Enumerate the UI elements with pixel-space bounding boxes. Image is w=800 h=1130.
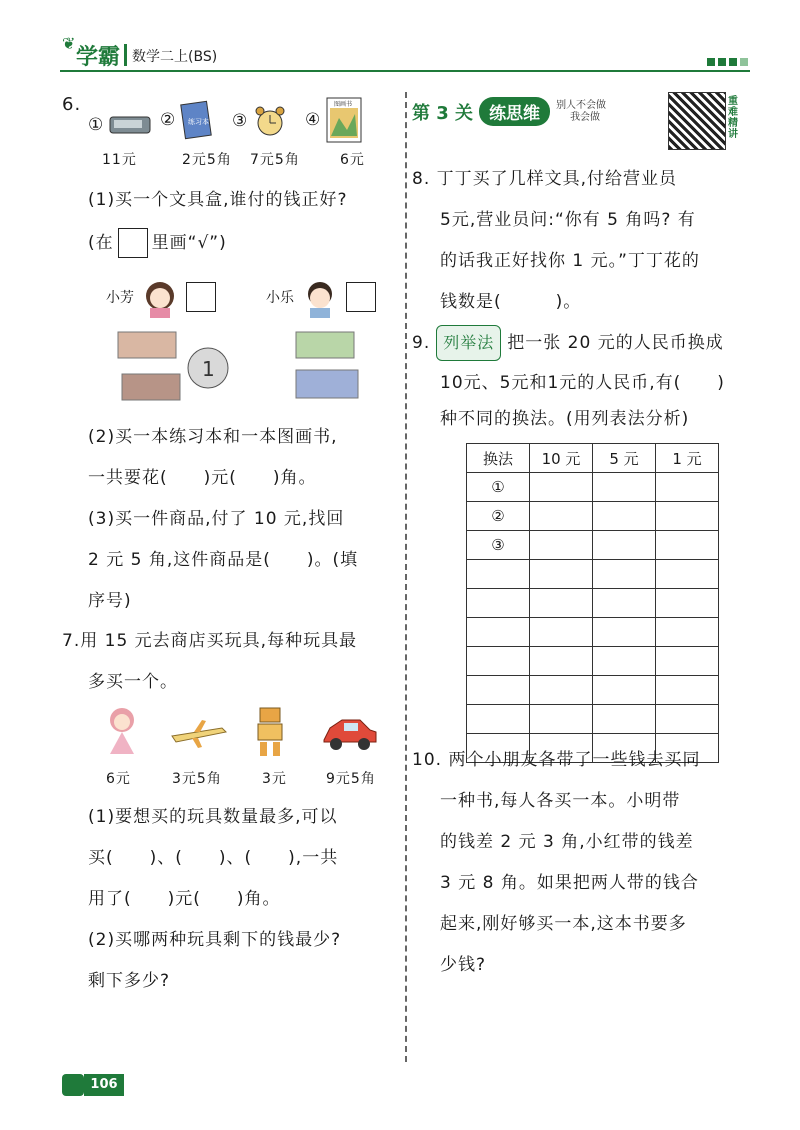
q8-line1: 8. 丁丁买了几样文具,付给营业员	[412, 169, 678, 189]
svg-text:1: 1	[202, 357, 215, 381]
answer-cell[interactable]	[656, 473, 719, 502]
answer-box-xiaole[interactable]	[346, 282, 376, 312]
q10-line5: 起来,刚好够买一本,这本书要多	[440, 914, 687, 934]
car-icon	[320, 714, 380, 754]
q6-part1-line2	[88, 226, 227, 260]
q7-price-2: 3元5角	[172, 771, 222, 787]
answer-cell[interactable]	[656, 502, 719, 531]
answer-cell[interactable]	[530, 705, 593, 734]
table-row	[467, 473, 719, 502]
xiaole-money	[294, 328, 374, 408]
row-label-cell: ①	[467, 473, 530, 502]
answer-cell[interactable]	[593, 502, 656, 531]
q9-line3: 种不同的换法。(用列表法分析)	[440, 409, 690, 429]
q7-line1: 7.用 15 元去商店买玩具,每种玩具最	[62, 631, 358, 651]
q7-part1-line1: (1)要想买的玩具数量最多,可以	[88, 807, 338, 827]
q8-line3: 的话我正好找你 1 元。”丁丁花的	[440, 251, 700, 271]
answer-cell[interactable]	[530, 589, 593, 618]
section-header	[412, 97, 606, 126]
q7-price-1: 6元	[106, 771, 131, 787]
pencil-box-icon	[108, 111, 154, 139]
airplane-icon	[168, 716, 230, 752]
pencil-icon	[62, 1074, 84, 1096]
q6-item-4	[305, 96, 365, 144]
banknote-icon	[296, 370, 358, 398]
table-header: 1 元	[656, 444, 719, 473]
answer-cell[interactable]	[530, 502, 593, 531]
section-tag-line1: 别人不会做	[556, 99, 607, 111]
table-row	[467, 676, 719, 705]
table-header: 10 元	[530, 444, 593, 473]
answer-cell[interactable]	[593, 676, 656, 705]
header-rule	[60, 70, 750, 72]
row-label-cell	[467, 618, 530, 647]
section-tagline	[556, 100, 606, 124]
q6-number: 6.	[62, 94, 82, 115]
table-header: 换法	[467, 444, 530, 473]
q6-item-1	[88, 108, 154, 142]
alarm-clock-icon	[252, 104, 288, 138]
table-row	[467, 589, 719, 618]
column-divider	[405, 92, 407, 1062]
q7-price-4: 9元5角	[326, 771, 376, 787]
header-brand: 学霸	[76, 45, 121, 70]
answer-cell[interactable]	[656, 618, 719, 647]
table-row	[467, 705, 719, 734]
exercise-book-text: 练习本	[188, 118, 210, 126]
exchange-table	[466, 443, 719, 763]
row-label-cell: ③	[467, 531, 530, 560]
answer-cell[interactable]	[530, 473, 593, 502]
header-leaf-icon: ❦	[62, 34, 76, 53]
q6-price-3: 7元5角	[250, 152, 300, 168]
person-xiaofang	[106, 276, 216, 318]
answer-cell[interactable]	[656, 589, 719, 618]
answer-cell[interactable]	[593, 647, 656, 676]
header-separator	[124, 44, 127, 66]
q6-price-4: 6元	[340, 152, 365, 168]
row-label-cell: ②	[467, 502, 530, 531]
picture-book-icon	[325, 96, 365, 144]
q6-part3-line1: (3)买一件商品,付了 10 元,找回	[88, 509, 345, 529]
row-label-cell	[467, 705, 530, 734]
q9-number: 9.	[412, 333, 431, 353]
q7-line2: 多买一个。	[88, 672, 178, 692]
q6-item-3-label: ③	[232, 111, 249, 131]
table-row	[467, 560, 719, 589]
boy-avatar-icon	[300, 276, 340, 318]
answer-cell[interactable]	[530, 676, 593, 705]
q10-line1: 10. 两个小朋友各带了一些钱去买同	[412, 750, 701, 770]
banknote-icon	[122, 374, 180, 400]
page-number: 106	[84, 1074, 124, 1096]
q6-part3-line3: 序号)	[88, 591, 132, 611]
q6-part1-line1: (1)买一个文具盒,谁付的钱正好?	[88, 190, 348, 210]
xiaofang-money	[116, 328, 236, 408]
q6-part1-line2-a: (在	[88, 233, 114, 253]
q9-line1	[412, 325, 724, 361]
q6-item-2	[160, 100, 214, 140]
q10-line2: 一种书,每人各买一本。小明带	[440, 791, 681, 811]
q9-line2: 10元、5元和1元的人民币,有( )	[440, 373, 725, 393]
q6-price-1: 11元	[102, 152, 137, 168]
table-header: 5 元	[593, 444, 656, 473]
answer-box-sample	[118, 228, 148, 258]
person-xiaofang-name: 小芳	[106, 290, 134, 306]
answer-cell[interactable]	[530, 618, 593, 647]
table-row	[467, 647, 719, 676]
section-name: 练思维	[479, 97, 550, 126]
person-xiaole	[266, 276, 376, 318]
picture-book-text: 图画书	[334, 101, 353, 108]
answer-cell[interactable]	[593, 473, 656, 502]
girl-avatar-icon	[140, 276, 180, 318]
q6-item-4-label: ④	[305, 110, 322, 130]
q7-part1-line3: 用了( )元( )角。	[88, 889, 281, 909]
q7-part1-line2: 买( )、( )、( ),一共	[88, 848, 339, 868]
answer-cell[interactable]	[593, 531, 656, 560]
banknote-icon	[118, 332, 176, 358]
row-label-cell	[467, 676, 530, 705]
q9-line1-text: 把一张 20 元的人民币换成	[507, 333, 724, 353]
q6-part3-line2: 2 元 5 角,这件商品是( )。(填	[88, 550, 359, 570]
person-xiaole-name: 小乐	[266, 290, 294, 306]
table-header-row	[467, 444, 719, 473]
header-title: 数学二上(BS)	[132, 49, 218, 65]
q8-line4: 钱数是( )。	[440, 292, 582, 312]
answer-cell[interactable]	[656, 531, 719, 560]
answer-cell[interactable]	[656, 560, 719, 589]
doll-icon	[104, 706, 140, 756]
qr-code-icon[interactable]	[668, 92, 726, 150]
answer-cell[interactable]	[530, 531, 593, 560]
answer-cell[interactable]	[656, 676, 719, 705]
answer-cell[interactable]	[593, 618, 656, 647]
q6-price-2: 2元5角	[182, 152, 232, 168]
q6-item-1-label: ①	[88, 115, 105, 135]
q6-part2-line1: (2)买一本练习本和一本图画书,	[88, 427, 338, 447]
robot-icon	[250, 704, 290, 758]
answer-cell[interactable]	[593, 560, 656, 589]
table-row	[467, 531, 719, 560]
answer-cell[interactable]	[593, 589, 656, 618]
row-label-cell	[467, 589, 530, 618]
exercise-book-icon	[180, 100, 214, 140]
q6-item-3	[232, 104, 288, 138]
q10-line3: 的钱差 2 元 3 角,小红带的钱差	[440, 832, 694, 852]
q7-part2-line1: (2)买哪两种玩具剩下的钱最少?	[88, 930, 342, 950]
answer-cell[interactable]	[656, 705, 719, 734]
q6-item-2-label: ②	[160, 110, 177, 130]
table-row	[467, 618, 719, 647]
q8-line2: 5元,营业员问:“你有 5 角吗? 有	[440, 210, 696, 230]
answer-cell[interactable]	[530, 647, 593, 676]
answer-cell[interactable]	[593, 705, 656, 734]
method-badge: 列举法	[436, 325, 501, 361]
q7-part2-line2: 剩下多少?	[88, 971, 171, 991]
answer-cell[interactable]	[530, 560, 593, 589]
row-label-cell	[467, 560, 530, 589]
section-tag-line2: 我会做	[570, 111, 601, 123]
row-label-cell	[467, 647, 530, 676]
qr-tag: 重难精讲	[728, 96, 738, 140]
q6-part2-line2: 一共要花( )元( )角。	[88, 468, 317, 488]
q7-price-3: 3元	[262, 771, 287, 787]
answer-box-xiaofang[interactable]	[186, 282, 216, 312]
q6-part1-line2-b: 里画“√”)	[151, 233, 227, 253]
q10-line6: 少钱?	[440, 955, 487, 975]
table-row	[467, 502, 719, 531]
banknote-icon	[296, 332, 354, 358]
answer-cell[interactable]	[656, 647, 719, 676]
section-level: 第 3 关	[412, 102, 474, 124]
q10-line4: 3 元 8 角。如果把两人带的钱合	[440, 873, 699, 893]
header-dots	[707, 58, 748, 66]
